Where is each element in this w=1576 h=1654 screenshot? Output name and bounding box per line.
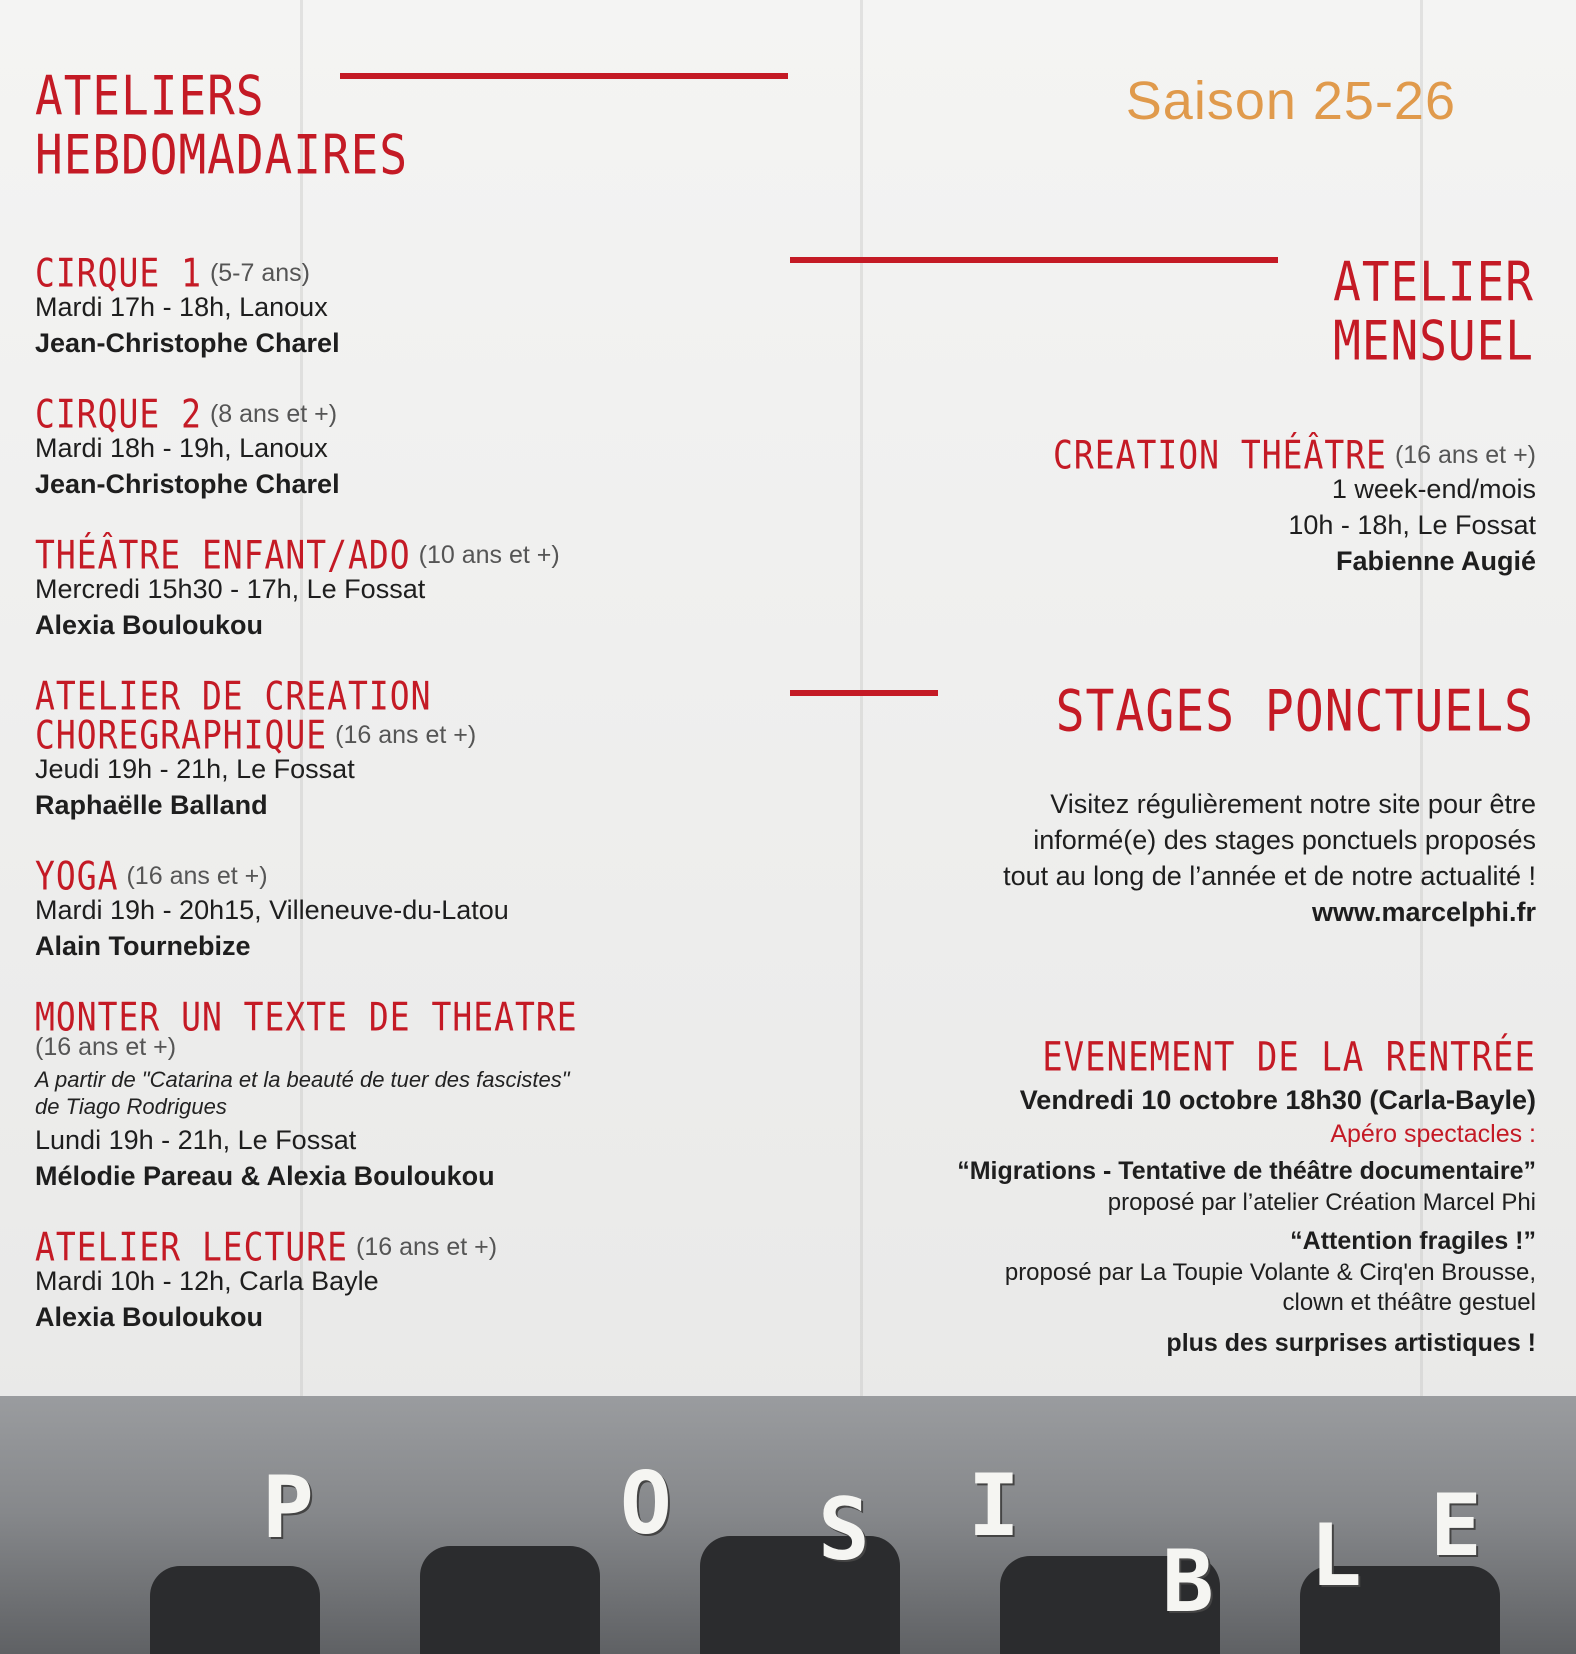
- workshop-age: (5-7 ans): [209, 259, 310, 287]
- stages-info: [736, 786, 1536, 930]
- stages-divider: [790, 690, 938, 696]
- monthly-head: [736, 432, 1536, 479]
- workshop-teacher: Jean-Christophe Charel: [35, 328, 340, 358]
- event-show-2-by-2: clown et théâtre gestuel: [1282, 1289, 1536, 1316]
- stages-line-2: informé(e) des stages ponctuels proposés: [1033, 825, 1536, 855]
- event-show-2: “Attention fragiles !”: [1290, 1227, 1536, 1255]
- workshop-entry: [35, 391, 755, 502]
- workshop-age: (16 ans et +): [335, 721, 477, 749]
- monthly-workshop-entry: [736, 432, 1536, 579]
- workshop-schedule: Lundi 19h - 21h, Le Fossat: [35, 1125, 357, 1155]
- event-show-1-by: proposé par l’atelier Création Marcel Phi: [1107, 1189, 1536, 1216]
- workshop-age: (10 ans et +): [418, 541, 560, 569]
- workshop-age: (16 ans et +): [356, 1233, 498, 1261]
- workshop-teacher: Mélodie Pareau & Alexia Bouloukou: [35, 1161, 495, 1191]
- workshop-head: [35, 853, 755, 900]
- workshop-age: (16 ans et +): [126, 862, 268, 890]
- website-link[interactable]: www.marcelphi.fr: [1311, 897, 1536, 927]
- workshop-teacher: Jean-Christophe Charel: [35, 469, 340, 499]
- workshop-schedule: Mardi 19h - 20h15, Villeneuve-du-Latou: [35, 895, 509, 925]
- monthly-heading-line-2: MENSUEL: [1333, 308, 1534, 373]
- monthly-divider: [790, 257, 1278, 263]
- letter-card: S: [818, 1480, 870, 1580]
- workshop-schedule: Mardi 17h - 18h, Lanoux: [35, 292, 328, 322]
- workshop-title: THÉÂTRE ENFANT/ADO: [35, 532, 411, 579]
- arm-shape: [700, 1536, 900, 1654]
- letter-card: O: [620, 1454, 672, 1554]
- season-label: Saison 25-26: [1125, 71, 1456, 131]
- letter-card: L: [1310, 1506, 1362, 1606]
- stages-heading: STAGES PONCTUELS: [1055, 678, 1534, 745]
- possible-photo-banner: [0, 1396, 1576, 1654]
- event-head: [736, 1034, 1536, 1082]
- heading-line-2: HEBDOMADAIRES: [35, 122, 409, 187]
- event-subtitle: Apéro spectacles :: [1330, 1120, 1536, 1148]
- event-closing: plus des surprises artistiques !: [1166, 1329, 1536, 1357]
- stages-line-1: Visitez régulièrement notre site pour être: [1050, 789, 1536, 819]
- note-line-2: de Tiago Rodrigues: [35, 1094, 227, 1119]
- workshop-title: CIRQUE 2: [35, 391, 202, 438]
- header-divider: [340, 73, 788, 79]
- workshop-entry: [35, 673, 755, 823]
- workshop-note: [35, 1066, 755, 1120]
- weekly-workshops-heading: [35, 63, 409, 187]
- workshop-schedule: Jeudi 19h - 21h, Le Fossat: [35, 754, 355, 784]
- workshop-head: [35, 994, 755, 1041]
- workshop-title-line2: CHOREGRAPHIQUE: [35, 712, 328, 759]
- workshop-teacher: Raphaëlle Balland: [35, 790, 268, 820]
- workshop-head: [35, 673, 755, 720]
- letter-card: P: [262, 1458, 314, 1558]
- workshop-schedule: Mercredi 15h30 - 17h, Le Fossat: [35, 574, 426, 604]
- letter-card: I: [968, 1456, 1020, 1556]
- event-date: Vendredi 10 octobre 18h30 (Carla-Bayle): [1019, 1085, 1536, 1115]
- letter-card: E: [1430, 1476, 1482, 1576]
- monthly-age: (16 ans et +): [1394, 441, 1536, 469]
- event-section: [736, 1034, 1536, 1360]
- workshop-entry: [35, 994, 755, 1194]
- event-show-2-by-1: proposé par La Toupie Volante & Cirq'en Brousse,: [1004, 1259, 1536, 1286]
- workshop-schedule: Mardi 18h - 19h, Lanoux: [35, 433, 328, 463]
- workshop-title: CIRQUE 1: [35, 250, 202, 297]
- workshop-title: MONTER UN TEXTE DE THEATRE: [35, 994, 578, 1041]
- stages-line-3: tout au long de l’année et de notre actualité !: [1003, 861, 1536, 891]
- workshop-head: [35, 391, 755, 438]
- workshop-entry: [35, 1224, 755, 1335]
- arm-shape: [150, 1566, 320, 1654]
- workshop-head: [35, 1224, 755, 1271]
- event-show-1: “Migrations - Tentative de théâtre documentaire”: [957, 1157, 1536, 1185]
- workshop-title-line1: ATELIER DE CREATION: [35, 673, 432, 720]
- workshop-head: [35, 532, 755, 579]
- workshop-age: (16 ans et +): [35, 1033, 177, 1061]
- monthly-heading-line-1: ATELIER: [1333, 249, 1534, 314]
- workshop-title: YOGA: [35, 853, 119, 900]
- letter-card: B: [1162, 1532, 1214, 1632]
- workshop-schedule: Mardi 10h - 12h, Carla Bayle: [35, 1266, 379, 1296]
- note-line-1: A partir de "Catarina et la beauté de tuer des fascistes": [35, 1067, 570, 1092]
- monthly-workshop-heading: [1333, 249, 1534, 373]
- workshop-age: (8 ans et +): [209, 400, 338, 428]
- monthly-title: CREATION THÉÂTRE: [1053, 432, 1387, 479]
- workshop-title: ATELIER LECTURE: [35, 1224, 349, 1271]
- event-title: EVENEMENT DE LA RENTRÉE: [1042, 1034, 1536, 1082]
- workshop-teacher: Alexia Bouloukou: [35, 610, 264, 640]
- workshop-head: [35, 250, 755, 297]
- workshop-entry: [35, 532, 755, 643]
- monthly-frequency: 1 week-end/mois: [1331, 474, 1536, 504]
- monthly-schedule: 10h - 18h, Le Fossat: [1288, 510, 1536, 540]
- weekly-workshops-list: [35, 250, 755, 1365]
- workshop-teacher: Alexia Bouloukou: [35, 1302, 264, 1332]
- heading-line-1: ATELIERS: [35, 63, 265, 128]
- workshop-entry: [35, 250, 755, 361]
- arm-shape: [420, 1546, 600, 1654]
- workshop-teacher: Alain Tournebize: [35, 931, 251, 961]
- monthly-teacher: Fabienne Augié: [1335, 546, 1536, 576]
- workshop-entry: [35, 853, 755, 964]
